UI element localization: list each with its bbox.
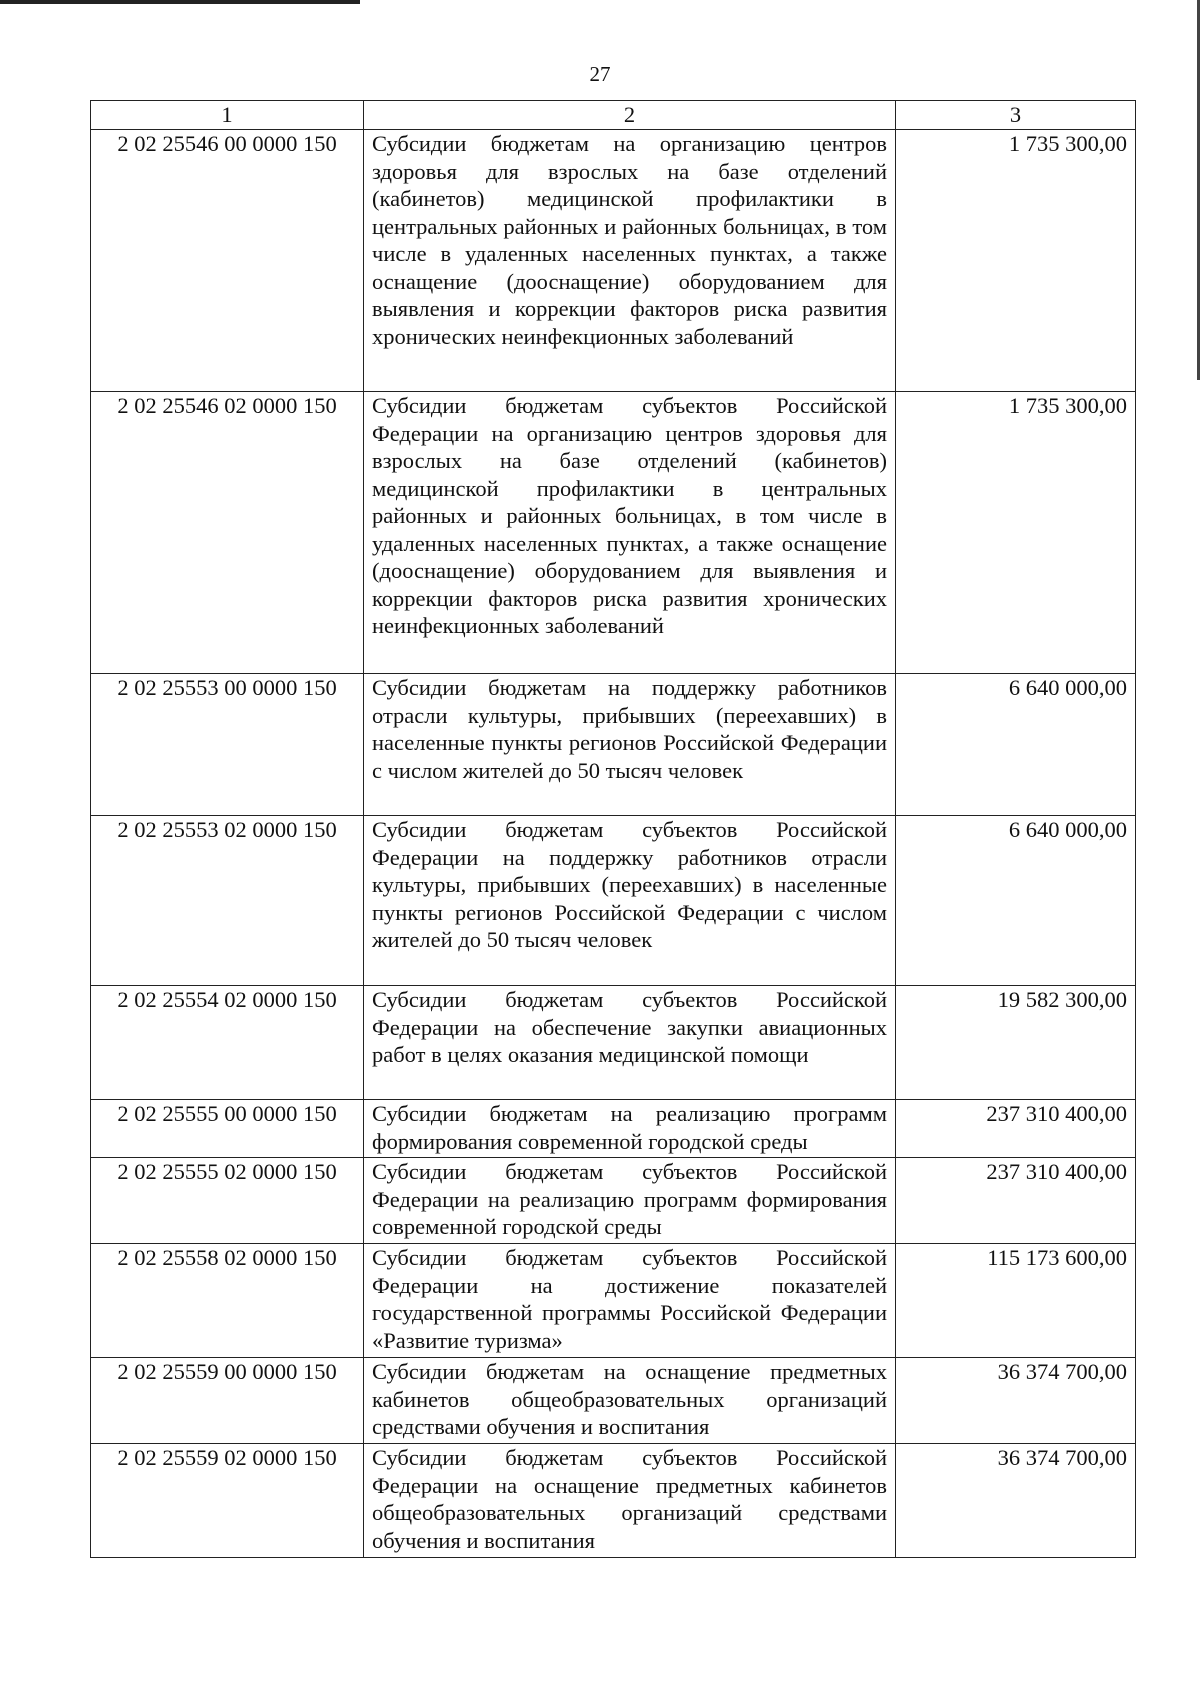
budget-code-cell: 2 02 25546 00 0000 150 [91, 130, 364, 392]
description-cell: Субсидии бюджетам субъектов Российской Федерации на реализацию программ формирования современной городской среды [364, 1158, 896, 1244]
column-header-amount: 3 [896, 101, 1136, 130]
budget-code-cell: 2 02 25553 02 0000 150 [91, 816, 364, 986]
description-cell: Субсидии бюджетам на оснащение предметных кабинетов общеобразовательных организаций средствами обучения и воспитания [364, 1358, 896, 1444]
column-header-code: 1 [91, 101, 364, 130]
table-row [91, 674, 1136, 816]
budget-code-cell: 2 02 25553 00 0000 150 [91, 674, 364, 816]
amount-cell: 36 374 700,00 [896, 1444, 1136, 1558]
top-scan-rule [0, 0, 360, 4]
budget-code-cell: 2 02 25558 02 0000 150 [91, 1244, 364, 1358]
amount-cell: 19 582 300,00 [896, 986, 1136, 1100]
table-row [91, 1358, 1136, 1444]
description-cell: Субсидии бюджетам субъектов Российской Федерации на достижение показателей государственной программы Российской Федерации «Развитие туризма» [364, 1244, 896, 1358]
amount-cell: 36 374 700,00 [896, 1358, 1136, 1444]
budget-code-cell: 2 02 25555 00 0000 150 [91, 1100, 364, 1158]
amount-cell: 1 735 300,00 [896, 130, 1136, 392]
table-row [91, 1100, 1136, 1158]
table-row [91, 130, 1136, 392]
description-cell: Субсидии бюджетам субъектов Российской Федерации на оснащение предметных кабинетов общеобразовательных организаций средствами обучения и воспитания [364, 1444, 896, 1558]
amount-cell: 1 735 300,00 [896, 392, 1136, 674]
table-row [91, 1444, 1136, 1558]
budget-code-cell: 2 02 25559 02 0000 150 [91, 1444, 364, 1558]
table-row [91, 392, 1136, 674]
table-row [91, 986, 1136, 1100]
amount-cell: 237 310 400,00 [896, 1100, 1136, 1158]
description-cell: Субсидии бюджетам субъектов Российской Федерации на поддержку работников отрасли культуры, прибывших (переехавших) в населенные пункты регионов Российской Федерации с числом жителей до 50 тысяч человек [364, 816, 896, 986]
table-row [91, 1158, 1136, 1244]
budget-code-cell: 2 02 25546 02 0000 150 [91, 392, 364, 674]
description-cell: Субсидии бюджетам на организацию центров здоровья для взрослых на базе отделений (кабинетов) медицинской профилактики в центральных районных и районных больницах, в том числе в удаленных населенных пунктах, а также оснащение (дооснащение) оборудованием для выявления и коррекции факторов риска развития хронических неинфекционных заболеваний [364, 130, 896, 392]
table-row [91, 816, 1136, 986]
page-number: 27 [589, 62, 611, 86]
amount-cell: 6 640 000,00 [896, 816, 1136, 986]
description-cell: Субсидии бюджетам субъектов Российской Федерации на организацию центров здоровья для взрослых на базе отделений (кабинетов) медицинской профилактики в центральных районных и районных больницах, в том числе в удаленных населенных пунктах, а также оснащение (дооснащение) оборудованием для выявления и коррекции факторов риска развития хронических неинфекционных заболеваний [364, 392, 896, 674]
amount-cell: 115 173 600,00 [896, 1244, 1136, 1358]
amount-cell: 6 640 000,00 [896, 674, 1136, 816]
description-cell: Субсидии бюджетам на поддержку работников отрасли культуры, прибывших (переехавших) в населенные пункты регионов Российской Федерации с числом жителей до 50 тысяч человек [364, 674, 896, 816]
budget-revenue-table [90, 100, 1136, 1558]
column-header-description: 2 [364, 101, 896, 130]
table-header-row [91, 101, 1136, 130]
budget-code-cell: 2 02 25554 02 0000 150 [91, 986, 364, 1100]
table-row [91, 1244, 1136, 1358]
description-cell: Субсидии бюджетам на реализацию программ формирования современной городской среды [364, 1100, 896, 1158]
budget-code-cell: 2 02 25559 00 0000 150 [91, 1358, 364, 1444]
budget-code-cell: 2 02 25555 02 0000 150 [91, 1158, 364, 1244]
amount-cell: 237 310 400,00 [896, 1158, 1136, 1244]
description-cell: Субсидии бюджетам субъектов Российской Федерации на обеспечение закупки авиационных работ в целях оказания медицинской помощи [364, 986, 896, 1100]
